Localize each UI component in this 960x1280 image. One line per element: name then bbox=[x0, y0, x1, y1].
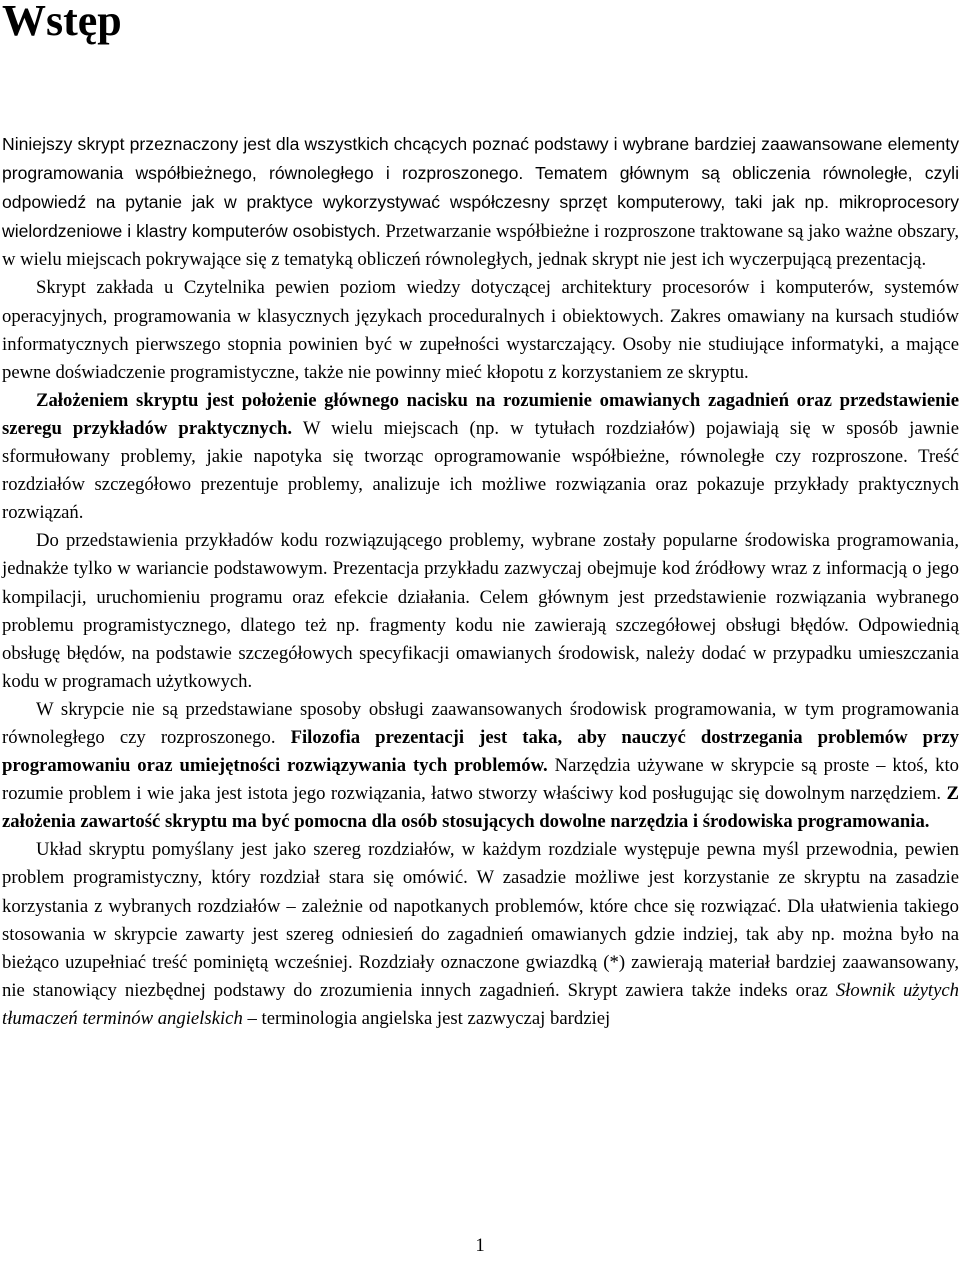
paragraph-5-bold-1: Filozofia prezentacji jest taka, aby nauczyć dostrzegania problemów przy programowaniu oraz umiejętności rozwiązywania tych problemów. bbox=[2, 726, 960, 777]
paragraph-5 bbox=[2, 696, 959, 836]
paragraph-1-text: Przetwarzanie współbieżne i rozproszone traktowane są jako ważne obszary, w wielu miejscach pokrywające się z tematyką obliczeń równoległych, jednak skrypt nie jest ich wyczerpującą prezentacją. bbox=[2, 221, 960, 271]
paragraph-5-bold-2: Z założenia zawartość skryptu ma być pomocna dla osób stosujących dowolne narzędzia i środowiska programowania. bbox=[2, 783, 959, 833]
glossary-title: Słownik użytych tłumaczeń terminów angielskich bbox=[2, 979, 960, 1029]
paragraph-3-bold: Założeniem skryptu jest położenie głównego nacisku na rozumienie omawianych zagadnień oraz przedstawienie szeregu przykładów praktycznych. bbox=[2, 389, 959, 439]
page-number: 1 bbox=[475, 1235, 485, 1256]
paragraph-2: Skrypt zakłada u Czytelnika pewien poziom wiedzy dotyczącej architektury procesorów i komputerów, systemów operacyjnych, programowania w klasycznych językach proceduralnych i obiektowych. Zakres omawiany na kursach studiów informatycznych pierwszego stopnia powinien być w zupełności wystarczający. Osoby nie studiujące informatyki, a mające pewne doświadczenie programistyczne, także nie powinny mieć kłopotu z korzystaniem ze skryptu. bbox=[2, 277, 959, 383]
paragraph-6-tail: – terminologia angielska jest zazwyczaj bardziej bbox=[247, 1007, 611, 1029]
body-text bbox=[2, 130, 959, 1033]
paragraph-1-sans-text: Niniejszy skrypt przeznaczony jest dla wszystkich chcących poznać podstawy i wybrane bardziej zaawansowane elementy programowania współbieżnego, równoległego i rozproszonego. Tematem głównym są obliczenia równoległe, czyli odpowiedź na pytanie jak w praktyce wykorzystywać współczesny sprzęt komputerowy, taki jak np. mikroprocesory wielordzeniowe i klastry komputerów osobistych. bbox=[2, 134, 959, 242]
paragraph-1 bbox=[2, 130, 959, 274]
paragraph-5-text-1: W skrypcie nie są przedstawiane sposoby obsługi zaawansowanych środowisk programowania, w tym programowania równoległego czy rozproszonego. bbox=[2, 698, 959, 748]
paragraph-4: Do przedstawienia przykładów kodu rozwiązującego problemy, wybrane zostały popularne środowiska programowania, jednakże tylko w wariancie podstawowym. Prezentacja przykładu zazwyczaj obejmuje kod źródłowy wraz z informacją o jego kompilacji, uruchomieniu programu oraz efekcie działania. Celem głównym jest przedstawienie rozwiązania wybranego problemu programistycznego, dlatego też np. fragmenty kodu nie zawierają szczegółowej obsługi błędów. Odpowiednią obsługę błędów, na podstawie szczegółowych specyfikacji omawianych środowisk, należy dodać w przypadku umieszczania kodu w programach użytkowych. bbox=[2, 530, 959, 692]
paragraph-5-text-2: Narzędzia używane w skrypcie są proste – ktoś, kto rozumie problem i wie jaka jest istota jego rozwiązania, łatwo stworzy właściwy kod posługując się dowolnym narzędziem. bbox=[2, 755, 959, 805]
chapter-title: Wstęp bbox=[2, 0, 122, 45]
paragraph-6-text: Układ skryptu pomyślany jest jako szereg rozdziałów, w każdym rozdziale występuje pewna myśl przewodnia, pewien problem programistyczny, który rozdział stara się omówić. W zasadzie możliwe jest korzystanie ze skryptu na zasadzie korzystania z wybranych rozdziałów – zależnie od napotkanych problemów, które chce się rozwiązać. Dla ułatwienia takiego stosowania w skrypcie zawarty jest szereg odniesień do zagadnień omawianych gdzie indziej, tak aby np. można było na bieżąco uzupełniać treść pominiętą wcześniej. Rozdziały oznaczone gwiazdką (*) zawierają materiał bardziej zaawansowany, nie stanowiący niezbędnej podstawy do zrozumienia innych zagadnień. Skrypt zawiera także indeks oraz bbox=[2, 839, 959, 1001]
paragraph-3 bbox=[2, 387, 959, 527]
paragraph-6 bbox=[2, 836, 959, 1033]
paragraph-3-text: W wielu miejscach (np. w tytułach rozdziałów) pojawiają się w sposób jawnie sformułowany problemy, jakie napotyka się tworząc oprogramowanie współbieżne, równoległe czy rozproszone. Treść rozdziałów szczegółowo prezentuje problemy, analizuje ich możliwe rozwiązania oraz pokazuje przykłady praktycznych rozwiązań. bbox=[2, 417, 959, 524]
